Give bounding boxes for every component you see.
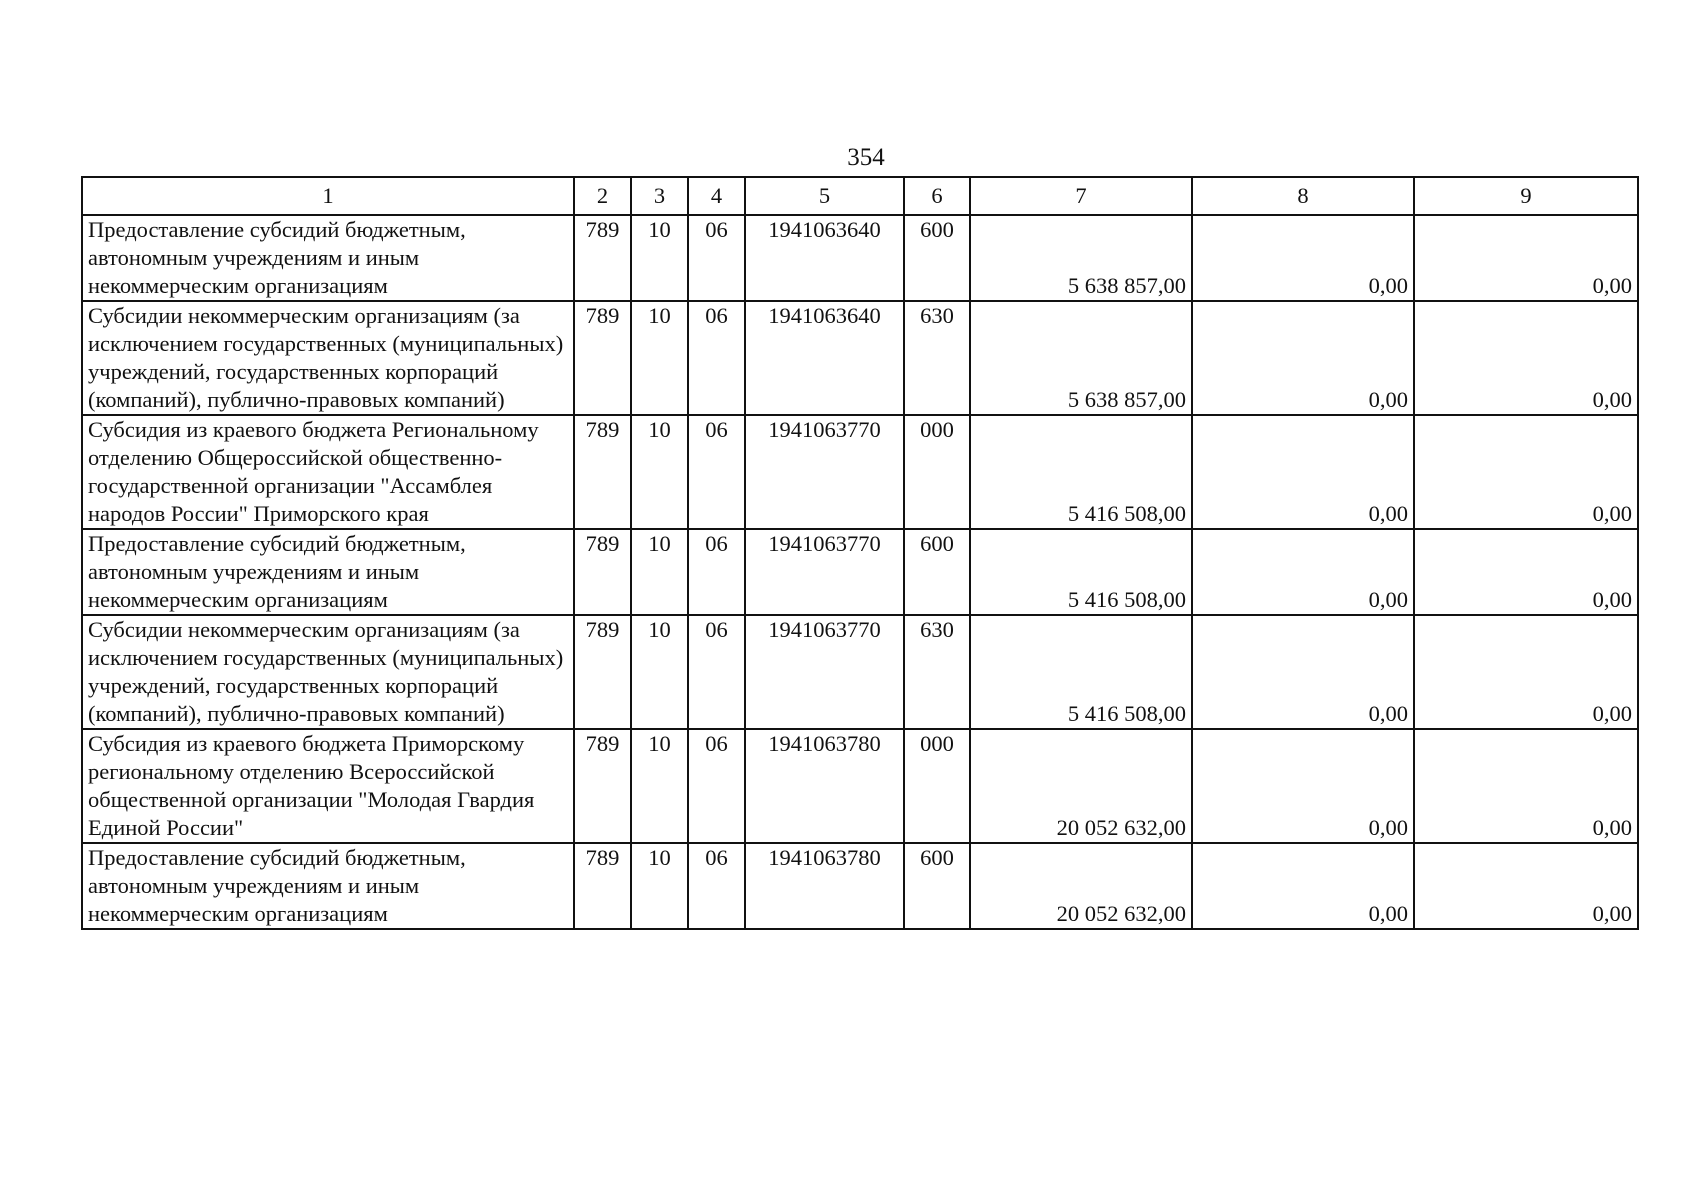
cell-col6: 600 [904, 843, 970, 929]
table-row [82, 301, 1638, 415]
table-row [82, 729, 1638, 843]
cell-amount-col8: 0,00 [1192, 843, 1414, 929]
cell-col3: 10 [631, 615, 688, 729]
cell-col2: 789 [574, 615, 631, 729]
column-header: 7 [970, 177, 1192, 215]
cell-col2: 789 [574, 529, 631, 615]
cell-amount-col7: 5 638 857,00 [970, 301, 1192, 415]
cell-amount-col9: 0,00 [1414, 615, 1638, 729]
cell-col3: 10 [631, 415, 688, 529]
budget-table [81, 176, 1639, 930]
table-header [82, 177, 1638, 215]
row-name: Предоставление субсидий бюджетным, автономным учреждениям и иным некоммерческим организациям [82, 843, 574, 929]
cell-col6: 630 [904, 615, 970, 729]
cell-col5: 1941063770 [745, 415, 904, 529]
cell-amount-col9: 0,00 [1414, 415, 1638, 529]
cell-col5: 1941063780 [745, 843, 904, 929]
cell-col2: 789 [574, 729, 631, 843]
table-row [82, 843, 1638, 929]
cell-col4: 06 [688, 415, 745, 529]
column-header: 5 [745, 177, 904, 215]
cell-amount-col8: 0,00 [1192, 729, 1414, 843]
column-header: 6 [904, 177, 970, 215]
cell-col6: 600 [904, 529, 970, 615]
cell-col5: 1941063640 [745, 301, 904, 415]
cell-col6: 600 [904, 215, 970, 301]
cell-col2: 789 [574, 415, 631, 529]
cell-amount-col9: 0,00 [1414, 729, 1638, 843]
cell-amount-col8: 0,00 [1192, 215, 1414, 301]
cell-col3: 10 [631, 215, 688, 301]
cell-amount-col8: 0,00 [1192, 415, 1414, 529]
column-header: 3 [631, 177, 688, 215]
row-name: Субсидия из краевого бюджета Приморскому региональному отделению Всероссийской общественной организации "Молодая Гвардия Единой России" [82, 729, 574, 843]
cell-amount-col7: 20 052 632,00 [970, 729, 1192, 843]
column-header: 8 [1192, 177, 1414, 215]
cell-col4: 06 [688, 215, 745, 301]
cell-amount-col7: 20 052 632,00 [970, 843, 1192, 929]
cell-col4: 06 [688, 301, 745, 415]
row-name: Предоставление субсидий бюджетным, автономным учреждениям и иным некоммерческим организациям [82, 215, 574, 301]
cell-amount-col9: 0,00 [1414, 529, 1638, 615]
table-row [82, 615, 1638, 729]
cell-amount-col7: 5 638 857,00 [970, 215, 1192, 301]
cell-amount-col7: 5 416 508,00 [970, 415, 1192, 529]
cell-amount-col7: 5 416 508,00 [970, 529, 1192, 615]
cell-amount-col7: 5 416 508,00 [970, 615, 1192, 729]
cell-col4: 06 [688, 843, 745, 929]
cell-col4: 06 [688, 615, 745, 729]
cell-amount-col9: 0,00 [1414, 843, 1638, 929]
cell-col3: 10 [631, 529, 688, 615]
table-row [82, 529, 1638, 615]
cell-col4: 06 [688, 729, 745, 843]
cell-amount-col8: 0,00 [1192, 529, 1414, 615]
header-row [82, 177, 1638, 215]
cell-col3: 10 [631, 301, 688, 415]
cell-col2: 789 [574, 215, 631, 301]
cell-amount-col8: 0,00 [1192, 615, 1414, 729]
column-header: 1 [82, 177, 574, 215]
table-row [82, 215, 1638, 301]
column-header: 9 [1414, 177, 1638, 215]
cell-col5: 1941063770 [745, 615, 904, 729]
cell-col6: 000 [904, 729, 970, 843]
row-name: Субсидии некоммерческим организациям (за исключением государственных (муниципальных) учреждений, государственных корпораций (компаний), публично-правовых компаний) [82, 615, 574, 729]
cell-amount-col9: 0,00 [1414, 301, 1638, 415]
column-header: 2 [574, 177, 631, 215]
cell-col5: 1941063640 [745, 215, 904, 301]
cell-col2: 789 [574, 843, 631, 929]
cell-col5: 1941063780 [745, 729, 904, 843]
cell-col3: 10 [631, 843, 688, 929]
cell-col6: 630 [904, 301, 970, 415]
row-name: Субсидии некоммерческим организациям (за исключением государственных (муниципальных) учреждений, государственных корпораций (компаний), публично-правовых компаний) [82, 301, 574, 415]
cell-col4: 06 [688, 529, 745, 615]
row-name: Субсидия из краевого бюджета Региональному отделению Общероссийской общественно-государственной организации "Ассамблея народов России" Приморского края [82, 415, 574, 529]
table-row [82, 415, 1638, 529]
cell-col6: 000 [904, 415, 970, 529]
cell-col5: 1941063770 [745, 529, 904, 615]
page-number: 354 [847, 144, 885, 171]
cell-col2: 789 [574, 301, 631, 415]
cell-col3: 10 [631, 729, 688, 843]
row-name: Предоставление субсидий бюджетным, автономным учреждениям и иным некоммерческим организациям [82, 529, 574, 615]
column-header: 4 [688, 177, 745, 215]
cell-amount-col8: 0,00 [1192, 301, 1414, 415]
cell-amount-col9: 0,00 [1414, 215, 1638, 301]
